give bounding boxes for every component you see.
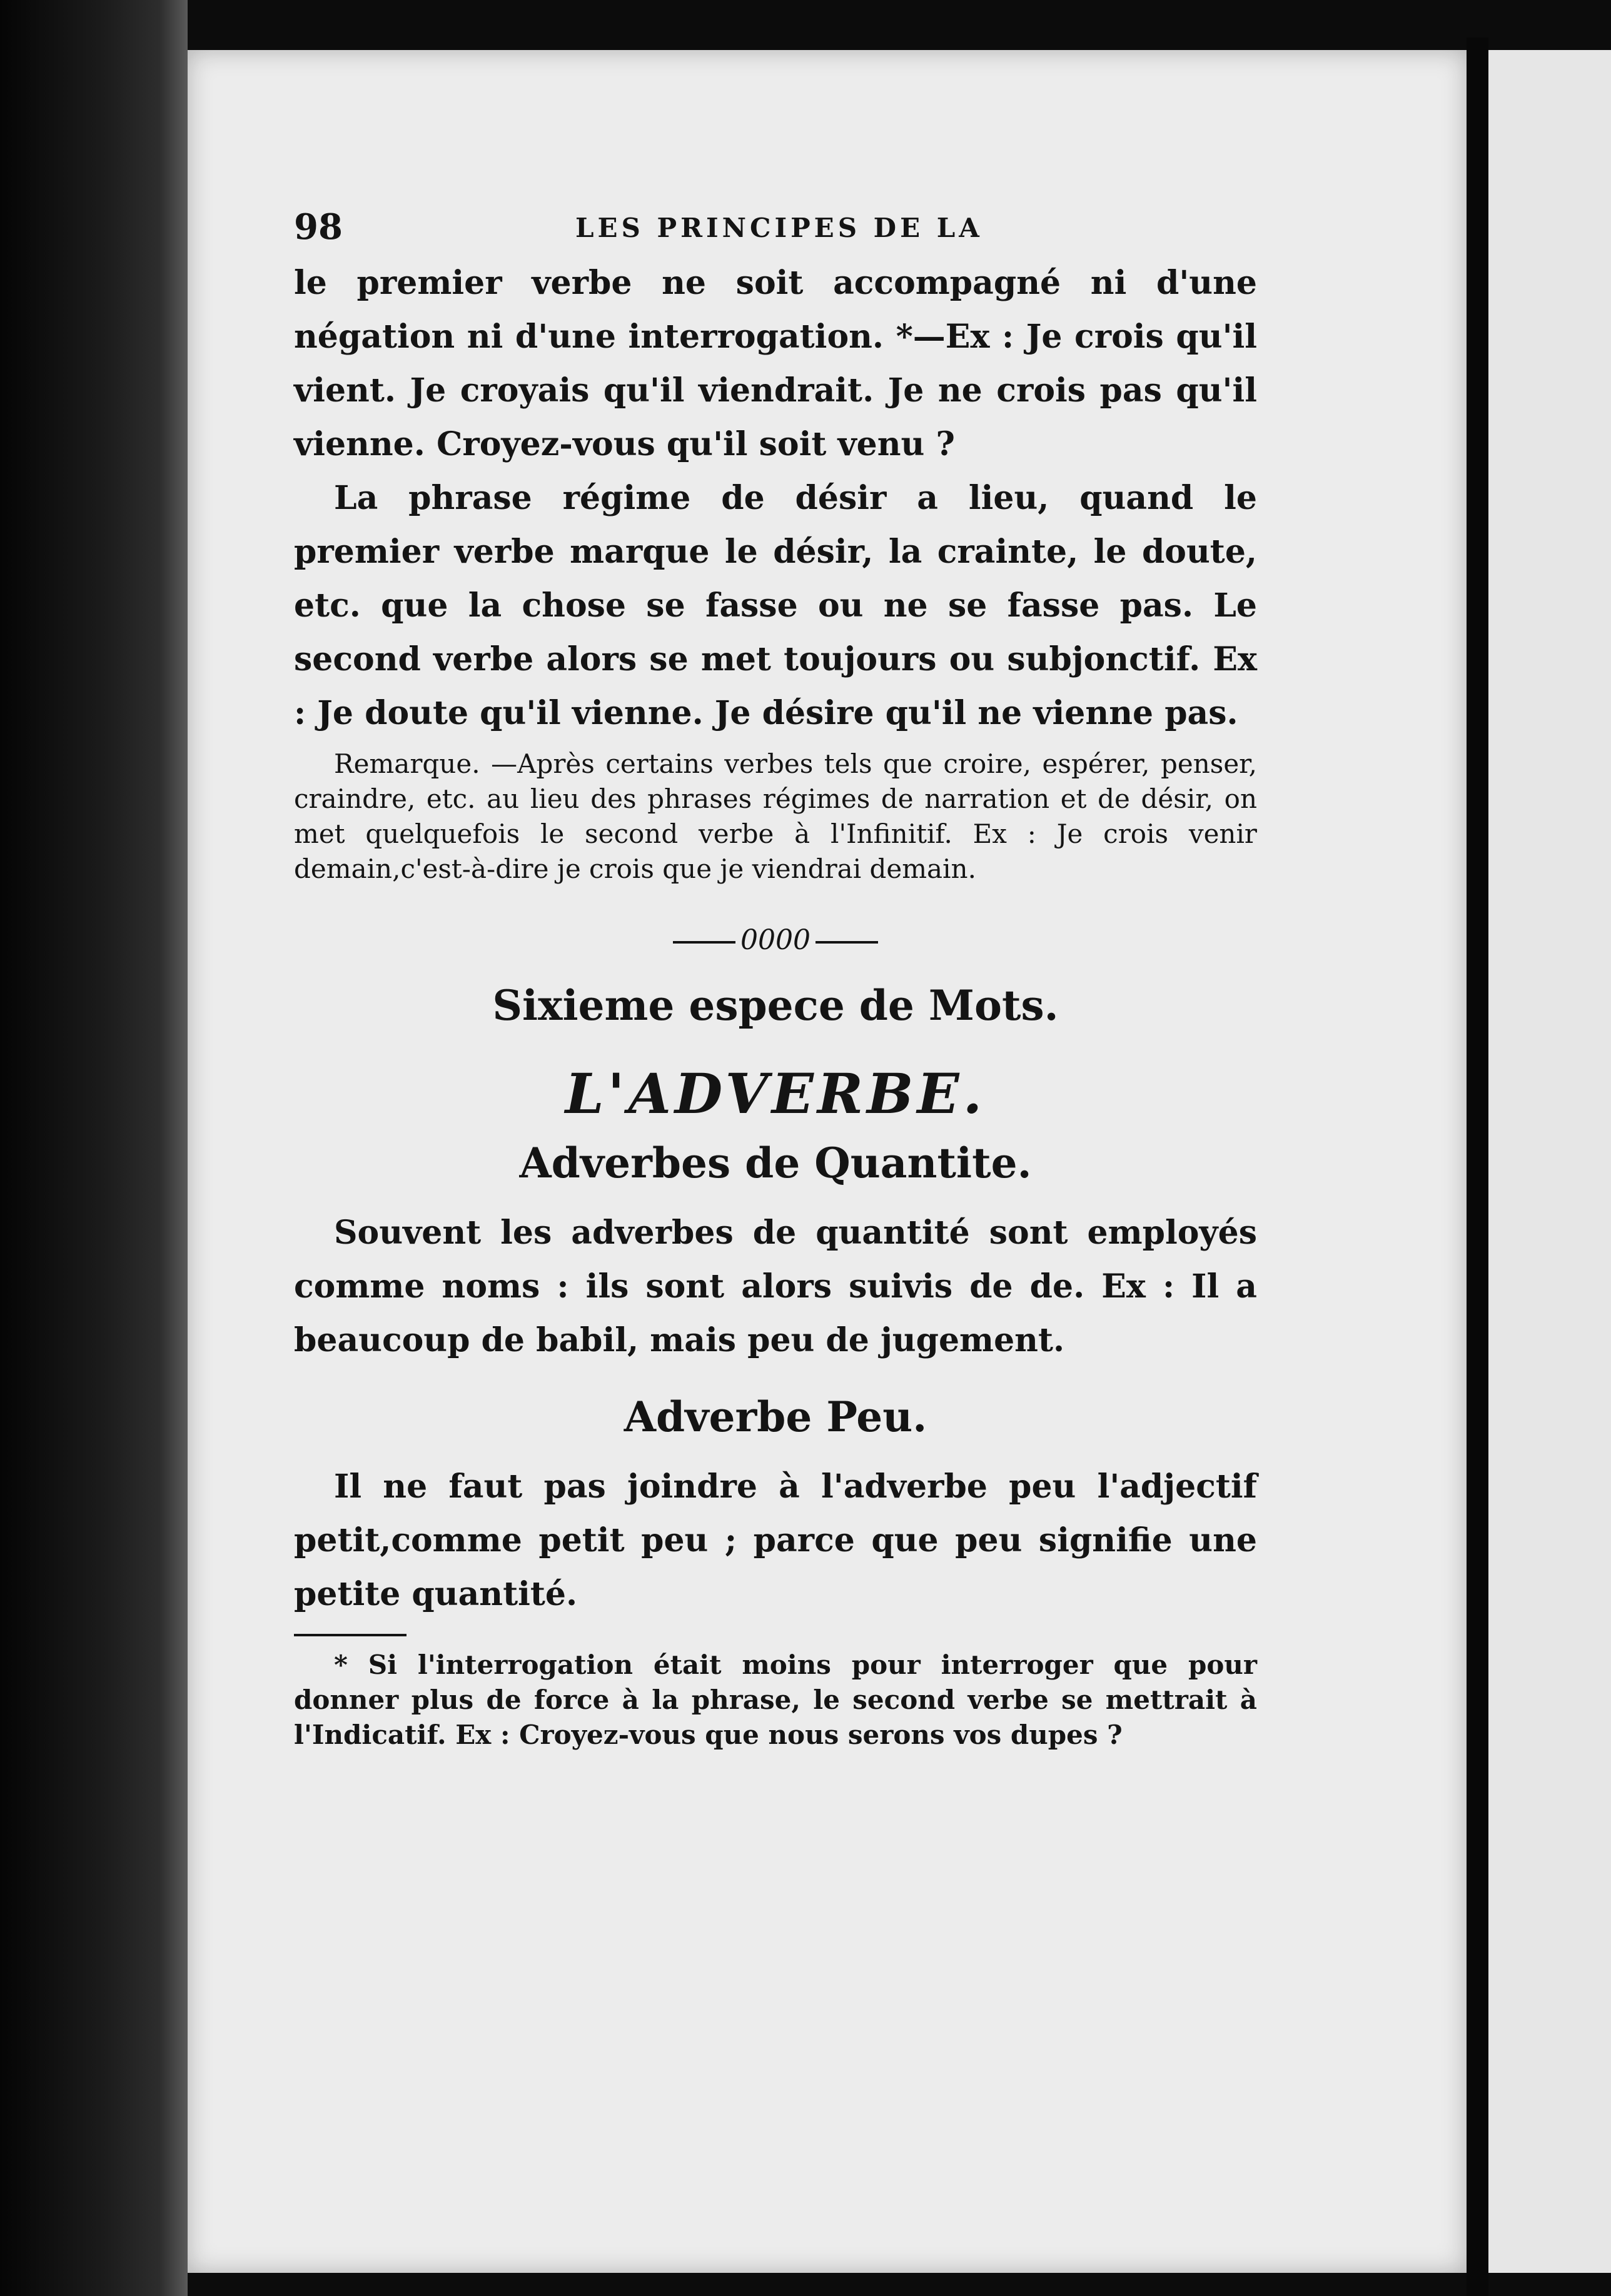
subsection-title-quantite: Adverbes de Quantite.: [519, 1139, 1032, 1187]
chapter-title-adverbe: L'ADVERBE.: [565, 1061, 986, 1126]
separator-line-left: [673, 941, 735, 944]
separator-line-right: [816, 941, 878, 944]
running-head: LES PRINCIPES DE LA: [575, 213, 983, 243]
paragraph-peu: Il ne faut pas joindre à l'adverbe peu l'adjectif petit,comme petit peu ; parce que peu signifie une petite quantité.: [294, 1468, 1257, 1613]
footnote: * Si l'interrogation était moins pour interroger que pour donner plus de force à la phrase, le second verbe se mettrait à l'Indicatif. Ex : Croyez-vous que nous serons vos dupes ?: [294, 1649, 1257, 1750]
paragraph-desir: La phrase régime de désir a lieu, quand le premier verbe marque le désir, la crainte, le doute, etc. que la chose se fasse ou ne se fasse pas. Le second verbe alors se met toujours ou subjonctif. Ex : Je doute qu'il vienne. Je désire qu'il ne vienne pas.: [294, 479, 1257, 732]
separator-text: 0000: [740, 924, 811, 956]
remark-note: Remarque. —Après certains verbes tels que croire, espérer, penser, craindre, etc. au lieu des phrases régimes de narration et de désir, on met quelquefois le second verbe à l'Infinitif. Ex : Je crois venir demain,c'est-à-dire je crois que je viendrai demain.: [294, 748, 1257, 884]
facing-page-edge: [1488, 50, 1611, 2273]
page-number: 98: [294, 206, 343, 248]
section-separator: [294, 924, 1257, 956]
page-header: [294, 206, 1257, 256]
section-title-sixieme: Sixieme espece de Mots.: [492, 981, 1059, 1030]
page-gutter: [1467, 38, 1488, 2296]
paragraph-negation: le premier verbe ne soit accompagné ni d'une négation ni d'une interrogation. *—Ex : Je crois qu'il vient. Je croyais qu'il viendrait. Je ne crois pas qu'il vienne. Croyez-vous qu'il soit venu ?: [294, 264, 1257, 463]
subsection-title-peu: Adverbe Peu.: [624, 1392, 927, 1441]
page-content: [294, 206, 1257, 1779]
book-spine: [0, 0, 188, 2296]
paragraph-quantite: Souvent les adverbes de quantité sont employés comme noms : ils sont alors suivis de de. Ex : Il a beaucoup de babil, mais peu de jugement.: [294, 1214, 1257, 1359]
footnote-rule: [294, 1634, 407, 1636]
